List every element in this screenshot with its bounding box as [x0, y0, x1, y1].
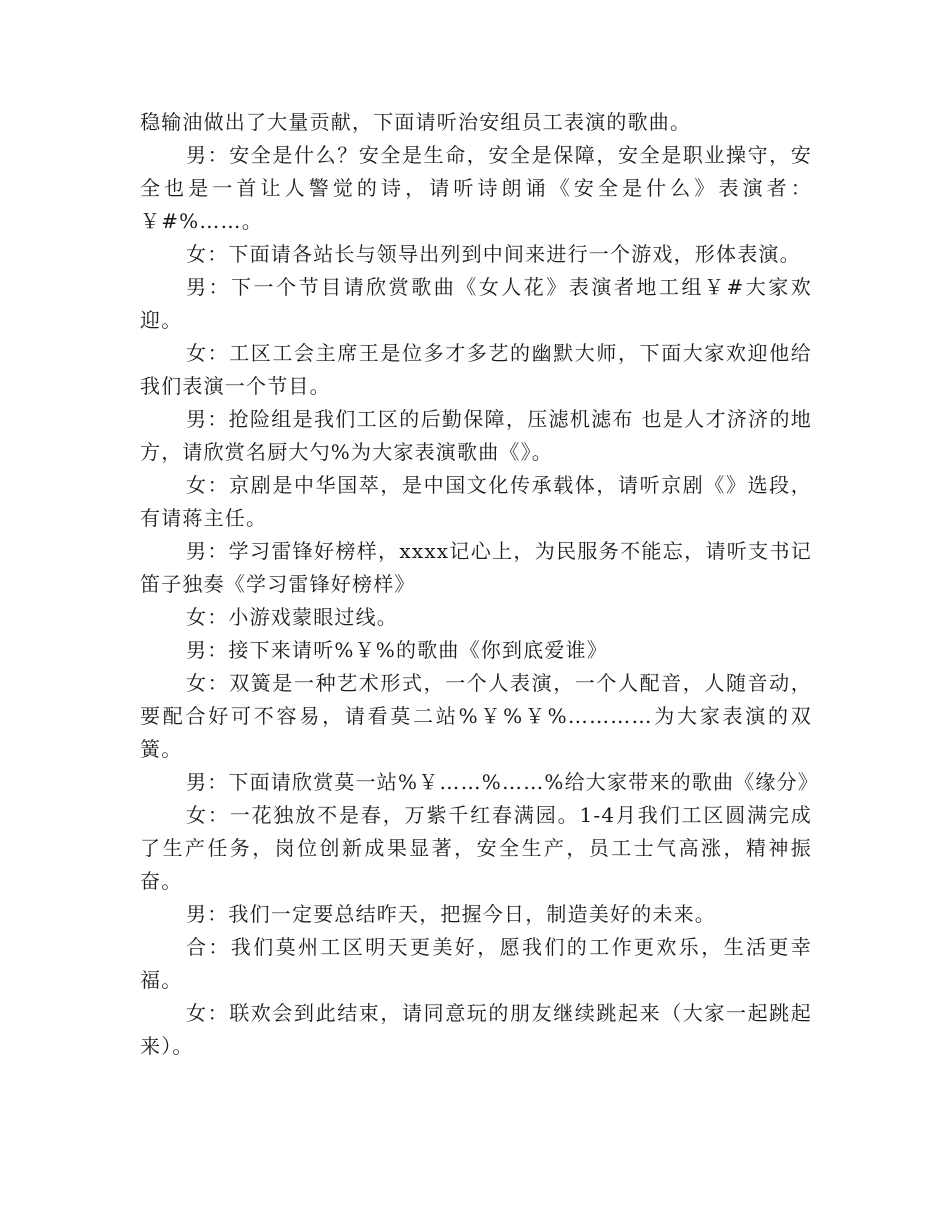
paragraph: 女：一花独放不是春，万紫千红春满园。1-4月我们工区圆满完成了生产任务，岗位创新成果显著，安全生产，员工士气高涨，精神振奋。: [140, 803, 812, 893]
paragraph: 稳输油做出了大量贡献，下面请听治安组员工表演的歌曲。: [140, 110, 692, 134]
paragraph: 男：学习雷锋好榜样，xxxx记心上，为民服务不能忘，请听支书记笛子独奏《学习雷锋好榜样》: [140, 539, 812, 596]
paragraph: 男：下一个节目请欣赏歌曲《女人花》表演者地工组￥#大家欢迎。: [140, 275, 812, 332]
paragraph: 女：联欢会到此结束，请同意玩的朋友继续跳起来（大家一起跳起来）。: [140, 1001, 812, 1058]
paragraph: 男：下面请欣赏莫一站%￥……%……%给大家带来的歌曲《缘分》: [186, 770, 820, 794]
paragraph: 合：我们莫州工区明天更美好，愿我们的工作更欢乐，生活更幸福。: [140, 935, 812, 992]
paragraph: 男：安全是什么？安全是生命，安全是保障，安全是职业操守，安全也是一首让人警觉的诗，请听诗朗诵《安全是什么》表演者：￥#%……。: [140, 143, 812, 233]
paragraph: 女：工区工会主席王是位多才多艺的幽默大师，下面大家欢迎他给我们表演一个节目。: [140, 341, 812, 398]
paragraph: 女：京剧是中华国萃，是中国文化传承载体，请听京剧《》选段，有请蒋主任。: [140, 473, 812, 530]
paragraph: 女：小游戏蒙眼过线。: [186, 605, 398, 629]
paragraph: 女：双簧是一种艺术形式，一个人表演，一个人配音，人随音动，要配合好可不容易，请看莫二站%￥%￥%…………为大家表演的双簧。: [140, 671, 812, 761]
paragraph: 男：接下来请听%￥%的歌曲《你到底爱谁》: [186, 638, 609, 662]
paragraph: 男：抢险组是我们工区的后勤保障，压滤机滤布 也是人才济济的地方，请欣赏名厨大勺%为大家表演歌曲《》。: [140, 407, 812, 464]
paragraph: 男：我们一定要总结昨天，把握今日，制造美好的未来。: [186, 902, 716, 926]
document-body: [140, 106, 820, 1063]
paragraph: 女：下面请各站长与领导出列到中间来进行一个游戏，形体表演。: [186, 242, 801, 266]
